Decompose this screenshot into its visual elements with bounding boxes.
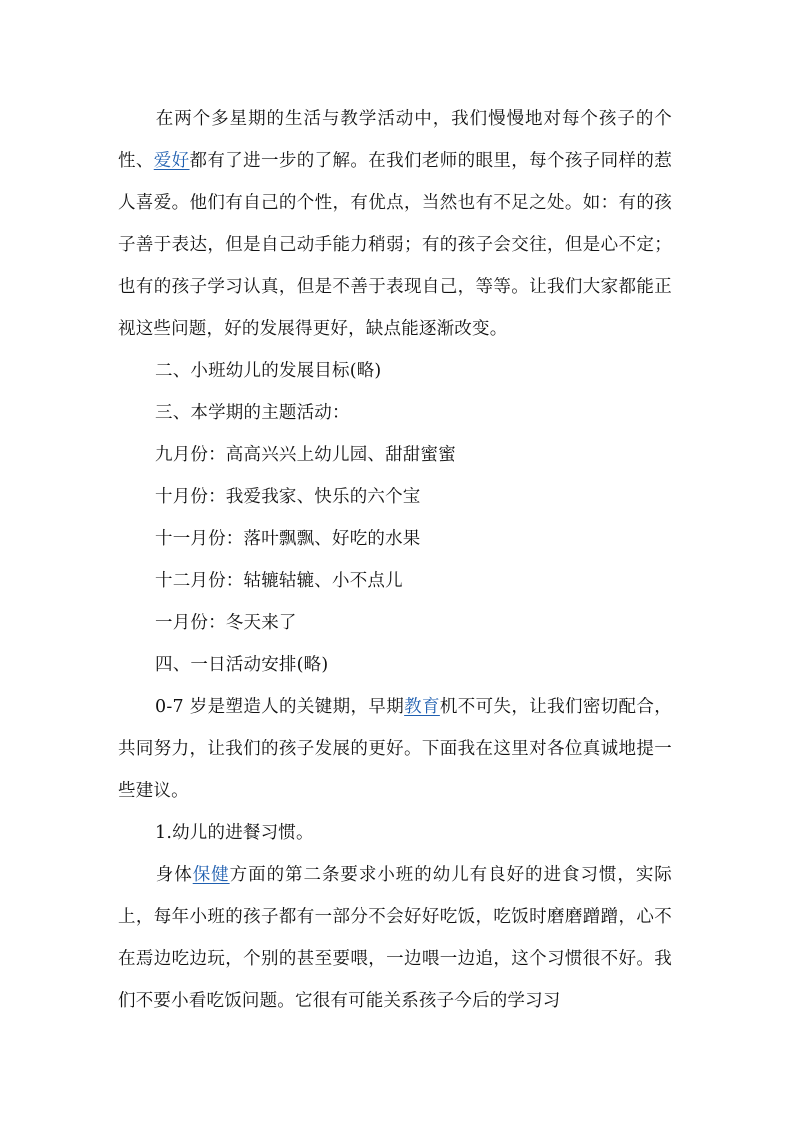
section-heading-schedule: 四、一日活动安排(略) <box>155 655 329 675</box>
suggestion-paragraph <box>118 686 672 812</box>
month-theme-january: 一月份：冬天来了 <box>155 613 297 633</box>
intro-text-end: 都有了进一步的了解。在我们老师的眼里，每个孩子同样的惹人喜爱。他们有自己的个性，有优点，当然也有不足之处。如：有的孩子善于表达，但是自己动手能力稍弱；有的孩子会交往，但是心不定；也有的孩子学习认真，但是不善于表现自己，等等。让我们大家都能正视这些问题，好的发展得更好，缺点能逐渐改变。 <box>118 151 673 339</box>
suggestion-text-start: 0-7 岁是塑造人的关键期，早期 <box>155 697 405 717</box>
hobby-link[interactable]: 爱好 <box>153 151 190 171</box>
health-text-start: 身体 <box>155 865 193 885</box>
section-heading-themes: 三、本学期的主题活动： <box>155 403 350 423</box>
month-theme-november: 十一月份：落叶飘飘、好吃的水果 <box>155 529 421 549</box>
health-paragraph <box>118 854 672 1022</box>
section-heading-goals: 二、小班幼儿的发展目标(略) <box>155 361 382 381</box>
intro-text-start: 在两个多星期的生活与教学活动中，我们慢慢地对每个孩子的个性、 <box>118 109 672 171</box>
month-theme-december: 十二月份：轱辘轱辘、小不点儿 <box>155 571 403 591</box>
eating-habits-heading: 1.幼儿的进餐习惯。 <box>155 823 314 843</box>
education-link[interactable]: 教育 <box>404 697 440 717</box>
month-theme-october: 十月份：我爱我家、快乐的六个宝 <box>155 487 421 507</box>
health-care-link[interactable]: 保健 <box>192 865 230 885</box>
health-text-end: 方面的第二条要求小班的幼儿有良好的进食习惯，实际上，每年小班的孩子都有一部分不会好好吃饭，吃饭时磨磨蹭蹭，心不在焉边吃边玩，个别的甚至要喂，一边喂一边追，这个习惯很不好。我们不要小看吃饭问题。它很有可能关系孩子今后的学习习 <box>118 865 672 1011</box>
suggestion-text-end: 机不可失，让我们密切配合，共同努力，让我们的孩子发展的更好。下面我在这里对各位真诚地提一些建议。 <box>118 697 672 801</box>
document-body <box>118 98 672 1022</box>
intro-paragraph <box>118 98 672 350</box>
month-theme-september: 九月份：高高兴兴上幼儿园、甜甜蜜蜜 <box>155 445 456 465</box>
